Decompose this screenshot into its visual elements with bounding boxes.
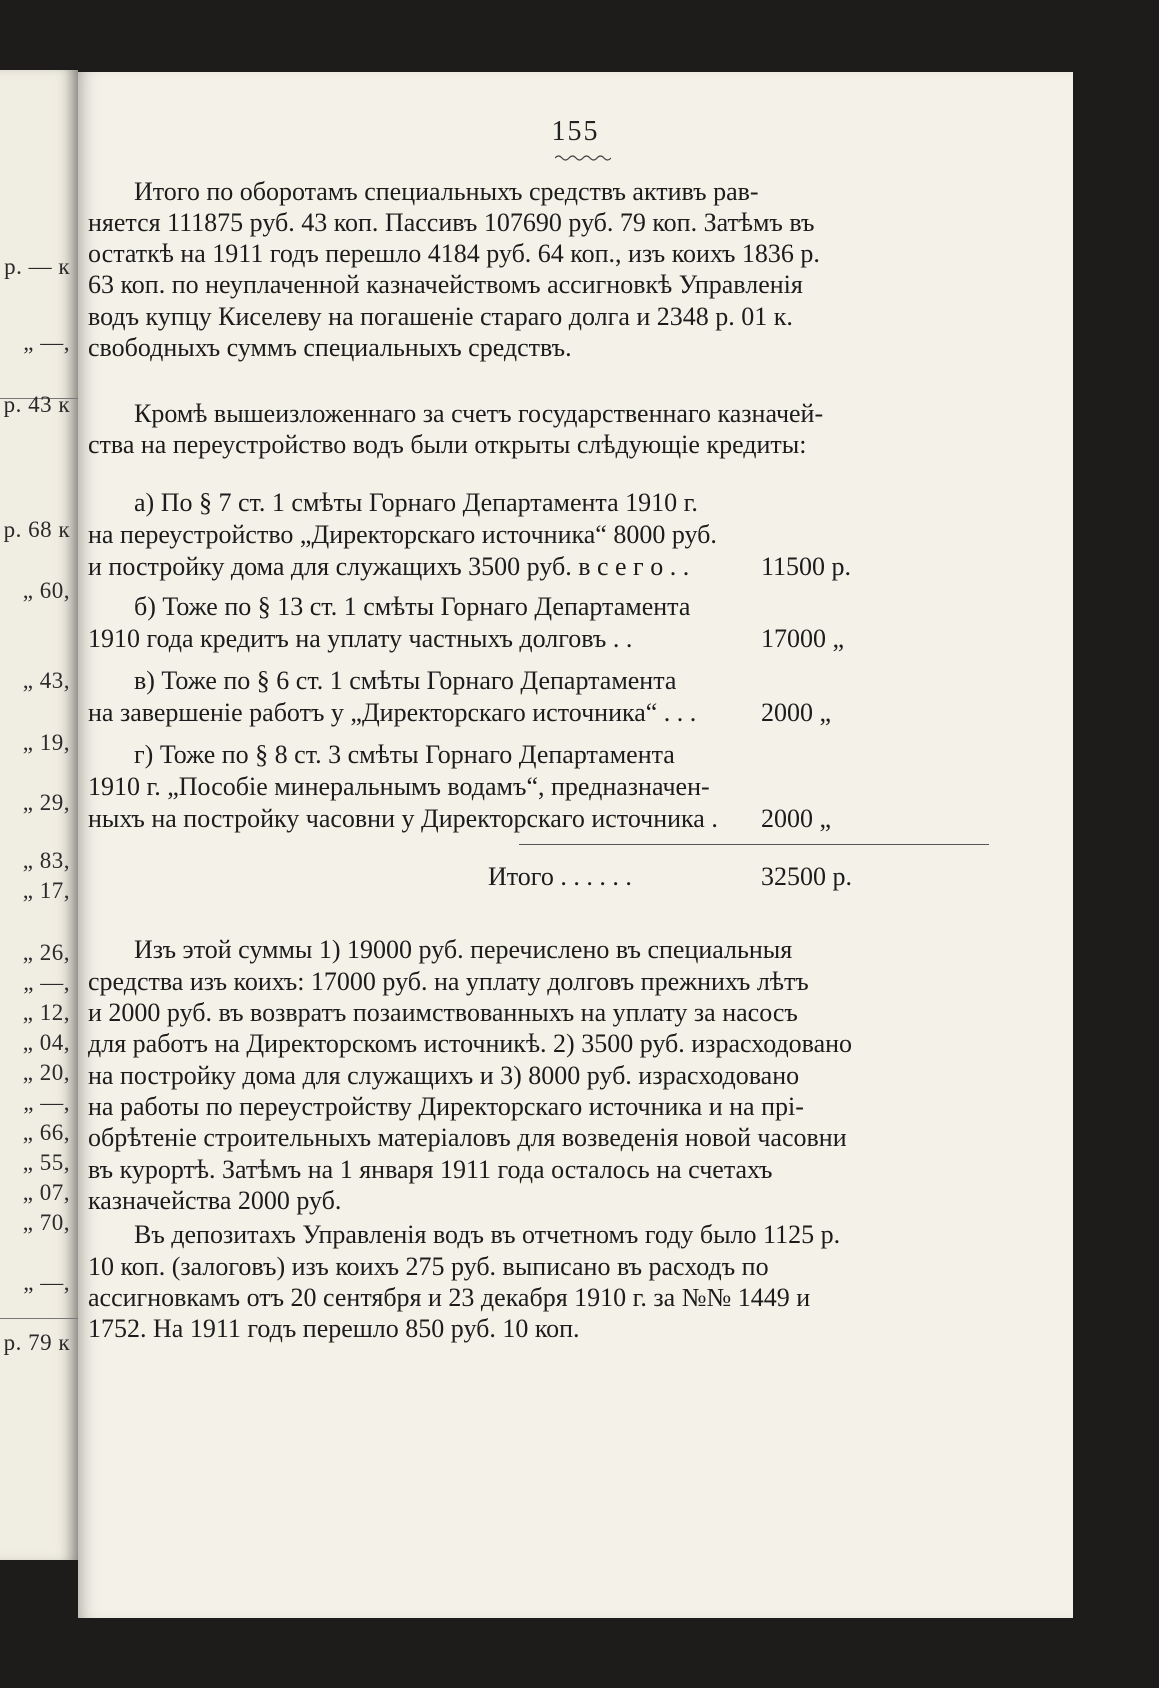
paragraph-line: для работъ на Директорскомъ источникѣ. 2) 3500 руб. израсходовано bbox=[88, 1029, 853, 1058]
paragraph-line: 10 коп. (залоговъ) изъ коихъ 275 руб. выписано въ расходъ по bbox=[88, 1252, 769, 1281]
paragraph-line: Итого по оборотамъ специальныхъ средствъ активъ рав- bbox=[134, 177, 759, 206]
paragraph-line: водъ купцу Киселеву на погашеніе стараго долга и 2348 р. 01 к. bbox=[88, 302, 793, 331]
margin-value: „ —, bbox=[23, 1090, 70, 1115]
margin-value: „ 26, bbox=[22, 940, 70, 965]
text-line bbox=[78, 935, 1073, 969]
margin-value: р. 43 к bbox=[3, 392, 70, 417]
text-line bbox=[78, 1061, 1073, 1095]
paragraph-line: обрѣтеніе строительныхъ матеріаловъ для возведенія новой часовни bbox=[88, 1123, 847, 1152]
margin-value: „ 19, bbox=[22, 730, 70, 755]
wavy-rule-ornament bbox=[555, 154, 611, 162]
item-text: и постройку дома для служащихъ 3500 руб. в с е г о . . bbox=[88, 552, 690, 581]
paragraph-line: на постройку дома для служащихъ и 3) 8000 руб. израсходовано bbox=[88, 1061, 800, 1090]
paragraph-line: 63 коп. по неуплаченной казначействомъ ассигновкѣ Управленія bbox=[88, 270, 803, 299]
item-text: 1910 года кредитъ на уплату частныхъ долговъ . . bbox=[88, 624, 633, 653]
text-line bbox=[78, 998, 1073, 1032]
text-line bbox=[78, 302, 1073, 336]
credit-item-d bbox=[78, 804, 1073, 838]
credit-item-a bbox=[78, 488, 1073, 522]
paragraph-line: Изъ этой суммы 1) 19000 руб. перечислено въ специальныя bbox=[134, 935, 793, 964]
text-line bbox=[78, 333, 1073, 367]
credit-item-b bbox=[78, 592, 1073, 626]
paragraph-line: няется 111875 руб. 43 коп. Пассивъ 107690 руб. 79 коп. Затѣмъ въ bbox=[88, 208, 815, 237]
margin-value: „ 29, bbox=[22, 790, 70, 815]
text-line bbox=[78, 270, 1073, 304]
text-line bbox=[78, 1092, 1073, 1126]
margin-value: р. 79 к bbox=[3, 1330, 70, 1355]
text-line bbox=[78, 399, 1073, 433]
item-text: ныхъ на постройку часовни у Директорскаго источника . bbox=[88, 804, 718, 833]
margin-value: „ —, bbox=[23, 330, 70, 355]
text-line bbox=[78, 1029, 1073, 1063]
credit-item-a bbox=[78, 552, 1073, 586]
item-amount: 11500 р. bbox=[761, 552, 852, 581]
margin-value: „ 55, bbox=[22, 1150, 70, 1175]
text-line bbox=[78, 1155, 1073, 1189]
text-line bbox=[78, 177, 1073, 211]
item-text: в) Тоже по § 6 ст. 1 смѣты Горнаго Департамента bbox=[134, 666, 677, 695]
paragraph-line: свободныхъ суммъ специальныхъ средствъ. bbox=[88, 333, 572, 362]
document-page bbox=[78, 72, 1073, 1618]
margin-value: р. — к bbox=[4, 254, 70, 279]
margin-value: „ 17, bbox=[22, 878, 70, 903]
paragraph-line: въ курортѣ. Затѣмъ на 1 января 1911 года осталось на счетахъ bbox=[88, 1155, 773, 1184]
item-amount: 2000 „ bbox=[761, 698, 832, 727]
margin-value: „ —, bbox=[23, 1270, 70, 1295]
paragraph-line: казначейства 2000 руб. bbox=[88, 1186, 342, 1215]
total-amount: 32500 р. bbox=[761, 862, 852, 891]
text-line bbox=[78, 1314, 1073, 1348]
margin-value: „ 43, bbox=[22, 668, 70, 693]
text-line bbox=[78, 208, 1073, 242]
text-line bbox=[78, 239, 1073, 273]
paragraph-line: 1752. На 1911 годъ перешло 850 руб. 10 коп. bbox=[88, 1314, 580, 1343]
paragraph-line: ассигновкамъ отъ 20 сентября и 23 декабря 1910 г. за №№ 1449 и bbox=[88, 1283, 811, 1312]
margin-value: „ 12, bbox=[22, 1000, 70, 1025]
item-text: 1910 г. „Пособіе минеральнымъ водамъ“, предназначен- bbox=[88, 772, 710, 801]
paragraph-line: ства на переустройство водъ были открыты слѣдующіе кредиты: bbox=[88, 430, 807, 459]
text-line bbox=[78, 1283, 1073, 1317]
paragraph-line: и 2000 руб. въ возвратъ позаимствованныхъ на уплату за насосъ bbox=[88, 998, 798, 1027]
item-text: б) Тоже по § 13 ст. 1 смѣты Горнаго Департамента bbox=[134, 592, 691, 621]
paragraph-line: Въ депозитахъ Управленія водъ въ отчетномъ году было 1125 р. bbox=[134, 1220, 841, 1249]
credit-item-d bbox=[78, 740, 1073, 774]
item-text: на завершеніе работъ у „Директорскаго источника“ . . . bbox=[88, 698, 697, 727]
margin-value: „ 60, bbox=[22, 578, 70, 603]
margin-value: „ 66, bbox=[22, 1120, 70, 1145]
item-text: на переустройство „Директорскаго источника“ 8000 руб. bbox=[88, 520, 717, 549]
margin-value: „ —, bbox=[23, 970, 70, 995]
divider bbox=[0, 1318, 78, 1319]
text-line bbox=[78, 967, 1073, 1001]
page-number: 155 bbox=[551, 116, 600, 147]
margin-value: р. 68 к bbox=[3, 517, 70, 542]
item-amount: 2000 „ bbox=[761, 804, 832, 833]
paragraph-line: на работы по переустройству Директорскаго источника и на прі- bbox=[88, 1092, 804, 1121]
left-page-fragment bbox=[0, 70, 78, 1560]
margin-value: „ 07, bbox=[22, 1180, 70, 1205]
text-line bbox=[78, 1220, 1073, 1254]
text-line bbox=[78, 1123, 1073, 1157]
paragraph-line: средства изъ коихъ: 17000 руб. на уплату долговъ прежнихъ лѣтъ bbox=[88, 967, 809, 996]
credit-item-d bbox=[78, 772, 1073, 806]
text-line bbox=[78, 1252, 1073, 1286]
text-line bbox=[78, 430, 1073, 464]
total-label: Итого . . . . . . bbox=[488, 862, 632, 891]
total-rule bbox=[519, 844, 989, 845]
paragraph-line: остаткѣ на 1911 годъ перешло 4184 руб. 64 коп., изъ коихъ 1836 р. bbox=[88, 239, 820, 268]
item-text: г) Тоже по § 8 ст. 3 смѣты Горнаго Департамента bbox=[134, 740, 675, 769]
credit-item-c bbox=[78, 666, 1073, 700]
text-line bbox=[78, 1186, 1073, 1220]
item-text: а) По § 7 ст. 1 смѣты Горнаго Департамента 1910 г. bbox=[134, 488, 698, 517]
margin-value: „ 20, bbox=[22, 1060, 70, 1085]
total-row bbox=[78, 862, 1073, 896]
margin-value: „ 83, bbox=[22, 848, 70, 873]
paragraph-line: Кромѣ вышеизложеннаго за счетъ государственнаго казначей- bbox=[134, 399, 824, 428]
credit-item-a bbox=[78, 520, 1073, 554]
credit-item-c bbox=[78, 698, 1073, 732]
margin-value: „ 70, bbox=[22, 1210, 70, 1235]
item-amount: 17000 „ bbox=[761, 624, 845, 653]
margin-value: „ 04, bbox=[22, 1030, 70, 1055]
credit-item-b bbox=[78, 624, 1073, 658]
